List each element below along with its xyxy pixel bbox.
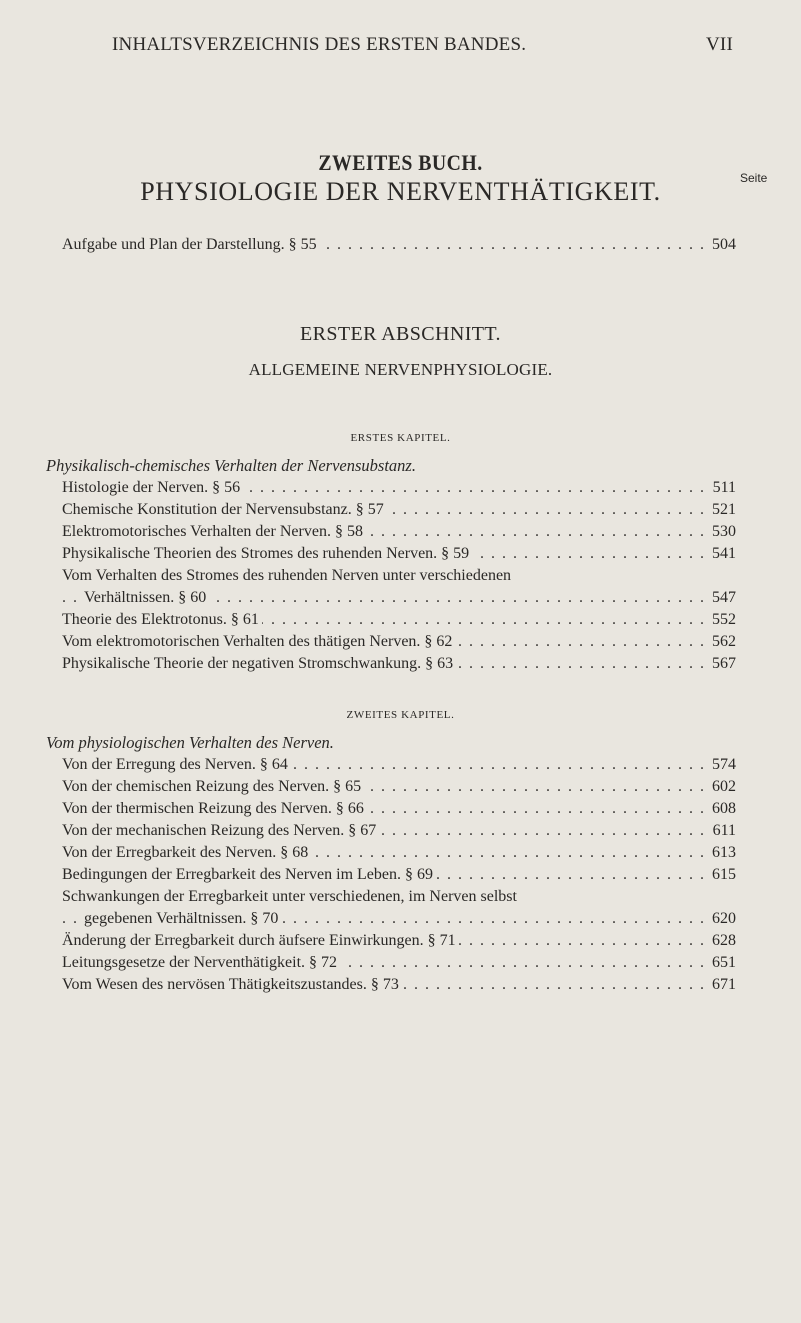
entry-page: 671	[708, 975, 736, 995]
entry-text: Histologie der Nerven. § 56	[62, 478, 243, 498]
entry-text: Theorie des Elektrotonus. § 61	[62, 610, 262, 630]
main-title: PHYSIOLOGIE DER NERVENTHÄTIGKEIT.	[140, 177, 661, 206]
section-title: ERSTER ABSCHNITT.	[300, 323, 501, 345]
toc-entry	[62, 522, 736, 542]
entry-text: Von der chemischen Reizung des Nerven. § 65	[62, 777, 364, 797]
entry-page: 504	[708, 235, 736, 255]
running-head-title: INHALTSVERZEICHNIS DES ERSTEN BANDES.	[112, 34, 527, 55]
entry-text: Vom Wesen des nervösen Thätigkeitszustandes. § 73	[62, 975, 402, 995]
entry-text: Änderung der Erregbarkeit durch äufsere Einwirkungen. § 71	[62, 931, 459, 951]
toc-entry	[62, 610, 736, 630]
seite-label: Seite	[740, 171, 768, 185]
entry-text: Physikalische Theorien des Stromes des ruhenden Nerven. § 59	[62, 544, 472, 564]
entry-page: 613	[708, 843, 736, 863]
toc-entry	[62, 821, 736, 841]
entry-text: Bedingungen der Erregbarkeit des Nerven im Leben. § 69	[62, 865, 436, 885]
chapter1-title: Physikalisch-chemisches Verhalten der Nervensubstanz.	[46, 456, 416, 475]
entry-page: 511	[709, 478, 736, 498]
toc-entry	[62, 632, 736, 652]
entry-text: Von der thermischen Reizung des Nerven. § 66	[62, 799, 367, 819]
toc-entry	[62, 975, 736, 995]
entry-page: 521	[708, 500, 736, 520]
toc-entry	[62, 777, 736, 797]
book-title: ZWEITES BUCH.	[318, 150, 483, 175]
entry-text: Von der mechanischen Reizung des Nerven. § 67	[62, 821, 379, 841]
entry-page: 547	[708, 588, 736, 608]
toc-entry	[62, 500, 736, 520]
entry-page: 628	[708, 931, 736, 951]
toc-entry	[62, 865, 736, 885]
entry-page: 611	[709, 821, 736, 841]
entry-text: Verhältnissen. § 60	[84, 588, 209, 608]
entry-page: 541	[708, 544, 736, 564]
toc-entry	[62, 843, 736, 863]
chapter2-title: Vom physiologischen Verhalten des Nerven.	[46, 733, 334, 752]
entry-page: 567	[708, 654, 736, 674]
toc-entry	[62, 544, 736, 564]
entry-text: Physikalische Theorie der negativen Stromschwankung. § 63	[62, 654, 456, 674]
toc-entry	[62, 909, 736, 929]
entry-text: Aufgabe und Plan der Darstellung. § 55	[62, 235, 320, 255]
entry-text: Leitungsgesetze der Nerventhätigkeit. § 72	[62, 953, 340, 973]
entry-page: 552	[708, 610, 736, 630]
entry-text: Vom elektromotorischen Verhalten des thätigen Nerven. § 62	[62, 632, 455, 652]
chapter2-label: ZWEITES KAPITEL.	[346, 709, 455, 721]
entry-page: 651	[708, 953, 736, 973]
toc-entry	[62, 931, 736, 951]
entry-page: 602	[708, 777, 736, 797]
entry-page: 574	[708, 755, 736, 775]
toc-entry	[62, 953, 736, 973]
entry-text: Von der Erregbarkeit des Nerven. § 68	[62, 843, 311, 863]
toc-entry	[62, 478, 736, 498]
entry-page: 530	[708, 522, 736, 542]
toc-entry	[62, 755, 736, 775]
entry-text: Von der Erregung des Nerven. § 64	[62, 755, 291, 775]
entry-page: 562	[708, 632, 736, 652]
entry-text-continued: Schwankungen der Erregbarkeit unter verschiedenen, im Nerven selbst	[62, 888, 517, 905]
toc-entry	[62, 654, 736, 674]
entry-page: 608	[708, 799, 736, 819]
entry-page: 620	[708, 909, 736, 929]
entry-text-continued: Vom Verhalten des Stromes des ruhenden Nerven unter verschiedenen	[62, 567, 512, 584]
entry-text: gegebenen Verhältnissen. § 70	[84, 909, 281, 929]
entry-text: Chemische Konstitution der Nervensubstanz. § 57	[62, 500, 387, 520]
running-head-page-number: VII	[706, 34, 733, 55]
entry-text: Elektromotorisches Verhalten der Nerven. § 58	[62, 522, 366, 542]
toc-entry	[62, 799, 736, 819]
toc-entry	[62, 588, 736, 608]
entry-page: 615	[708, 865, 736, 885]
intro-entry	[62, 235, 736, 255]
chapter1-label: ERSTES KAPITEL.	[350, 432, 451, 444]
section-subtitle: ALLGEMEINE NERVENPHYSIOLOGIE.	[248, 360, 553, 379]
